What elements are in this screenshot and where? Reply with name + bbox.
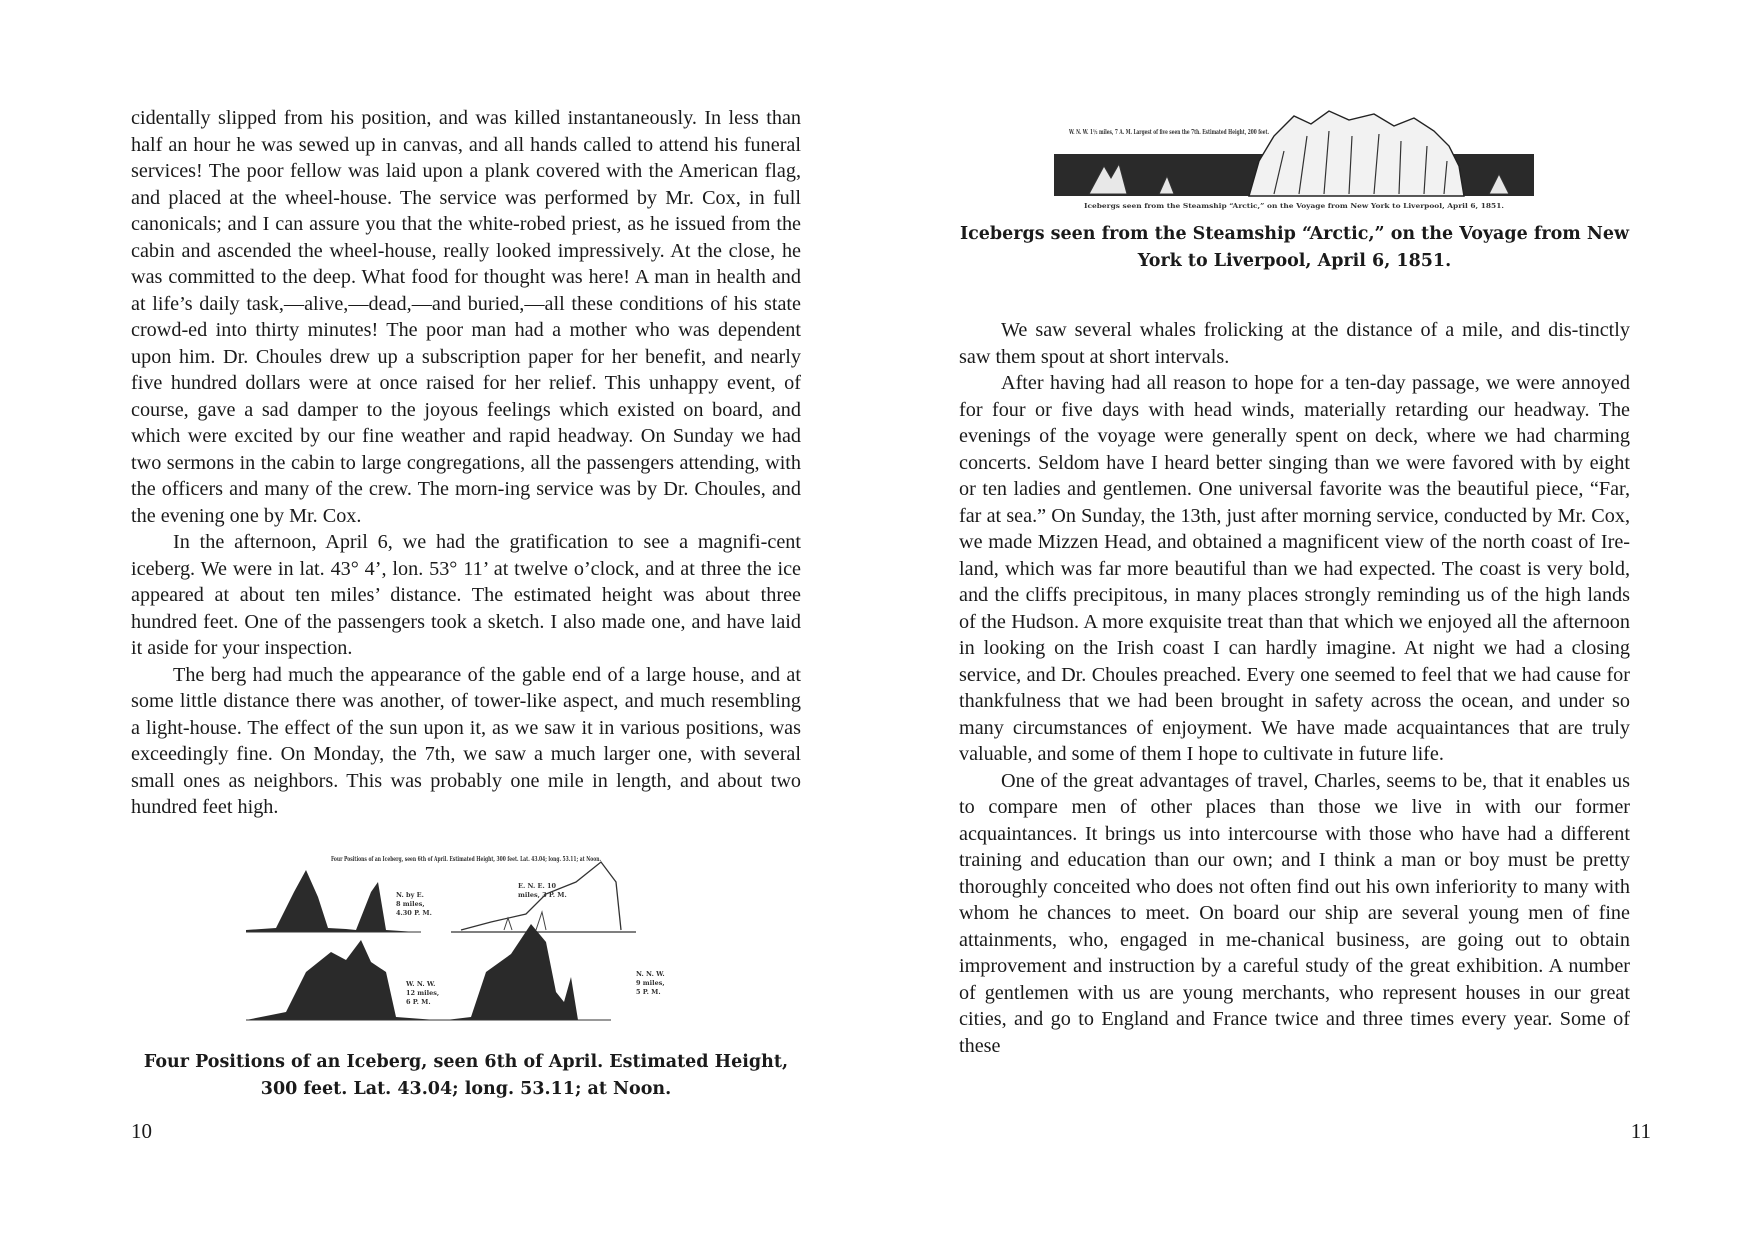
svg-text:6 P. M.: 6 P. M. [406,998,431,1006]
svg-text:8 miles,: 8 miles, [396,900,425,908]
paragraph: cidentally slipped from his position, and was killed instantaneously. In less than half an hour he was sewed up in canvas, and all hands called to attend his funeral services! The poor fellow was laid upon a plank covered with the American flag, and placed at the wheel-house. The service was performed by Mr. Cox, in full canonicals; and I can assure you that the white-robed priest, as he issued from the cabin and ascended the wheel-house, really looked impressively. At the close, he was committed to the deep. What food for thought was here! A man in health and at life’s daily task,—alive,—dead,—and buried,—all these conditions of his state crowd-ed into thirty minutes! The poor man had a mother who was dependent upon him. Dr. Choules drew up a subscription paper for her benefit, and nearly five hundred dollars were at once raised for her relief. This unhappy event, of course, gave a sad damper to the joyous feelings which existed on board, and which were excited by our fine weather and rapid headway. On Sunday we had two sermons in the cabin to large congregations, all the passengers attending, with the officers and many of the crew. The morn-ing service was by Dr. Choules, and the evening one by Mr. Cox. [131,107,801,527]
figure-footer-text: Icebergs seen from the Steamship “Arctic,” on the Voyage from New York to Liverpool, April 6, 1851. [1084,202,1504,210]
svg-text:12 miles,: 12 miles, [406,989,440,997]
page-number: 10 [131,1119,152,1143]
figure-header-text: Four Positions of an Iceberg, seen 6th of April. Estimated Height, 300 feet. Lat. 43.04; long. 53.11; at Noon. [331,855,601,863]
iceberg-arctic-illustration [1049,106,1539,210]
paragraph: The berg had much the appearance of the gable end of a large house, and at some little distance there was another, of tower-like aspect, and much resembling a light-house. The effect of the sun upon it, as we saw it in various positions, was exceedingly fine. On Monday, the 7th, we saw a much larger one, with several small ones as neighbors. This was probably one mile in length, and about two hundred feet high. [131,663,801,818]
figure-label: N. by E. [396,891,424,899]
figure-caption: Four Positions of an Iceberg, seen 6th of April. Estimated Height, 300 feet. Lat. 43.04; long. 53.11; at Noon. [143,1052,789,1099]
svg-text:9 miles,: 9 miles, [636,979,665,987]
figure-caption: Icebergs seen from the Steamship “Arctic,” on the Voyage from New York to Liverpool, April 6, 1851. [959,224,1630,271]
paragraph: One of the great advantages of travel, Charles, seems to be, that it enables us to compare men of other places than those we live in with our former acquaintances. It brings us into intercourse with those who have had a different training and education than our own; and I think a man or boy must be pretty thoroughly conceited who does not often find out his own inferiority to many with whom he chances to meet. On board our ship are several young men of fine attainments, who, engaged in me-chanical business, are going out to obtain improvement and instruction by a careful study of the great exhibition. A number of gentlemen with us are young merchants, who represent houses in our great cities, and go to England and France twice and three times every year. Some of these [959,769,1630,1057]
svg-text:miles, 3 P. M.: miles, 3 P. M. [518,891,567,899]
right-body-text [959,317,1630,1059]
figure-label: E. N. E. 10 [518,882,557,890]
figure-label: N. N. W. [636,970,665,978]
svg-text:5 P. M.: 5 P. M. [636,988,661,996]
iceberg-four-positions-illustration [246,852,686,1032]
figure-label: W. N. W. [406,980,436,988]
left-page [0,0,877,1240]
svg-text:4.30 P. M.: 4.30 P. M. [396,909,432,917]
figure-header-text: W. N. W. 1½ miles, 7 A. M. Largest of five seen the 7th. Estimated Height, 200 feet. [1068,128,1269,136]
right-page [877,0,1755,1240]
page-number: 11 [1630,1119,1651,1143]
paragraph: In the afternoon, April 6, we had the gratification to see a magnifi-cent iceberg. We were in lat. 43° 4’, lon. 53° 11’ at twelve o’clock, and at three the ice appeared at about ten miles’ distance. The estimated height was about three hundred feet. One of the passengers took a sketch. I also made one, and have laid it aside for your inspection. [131,531,801,659]
left-body-text [131,105,801,821]
paragraph: After having had all reason to hope for a ten-day passage, we were annoyed for four or five days with head winds, materially retarding our headway. The evenings of the voyage were generally spent on deck, where we had charming concerts. Seldom have I heard better singing than we were favored with by eight or ten ladies and gentlemen. One universal favorite was the beautiful piece, “Far, far at sea.” On Sunday, the 13th, just after morning service, conducted by Mr. Cox, we made Mizzen Head, and obtained a magnificent view of the north coast of Ire-land, which was far more beautiful than we had expected. The coast is very bold, and the cliffs precipitous, in many places strongly reminding us of the high lands of the Hudson. A more exquisite treat than that which we enjoyed all the afternoon in looking on the Irish coast I can hardly imagine. At night we had a closing service, and Dr. Choules preached. Every one seemed to feel that we had cause for thankfulness that we had been brought in safety across the ocean, and under so many circumstances of enjoyment. We have made acquaintances that are truly valuable, and some of them I hope to cultivate in future life. [959,372,1630,765]
paragraph: We saw several whales frolicking at the distance of a mile, and dis-tinctly saw them spout at short intervals. [959,319,1630,368]
